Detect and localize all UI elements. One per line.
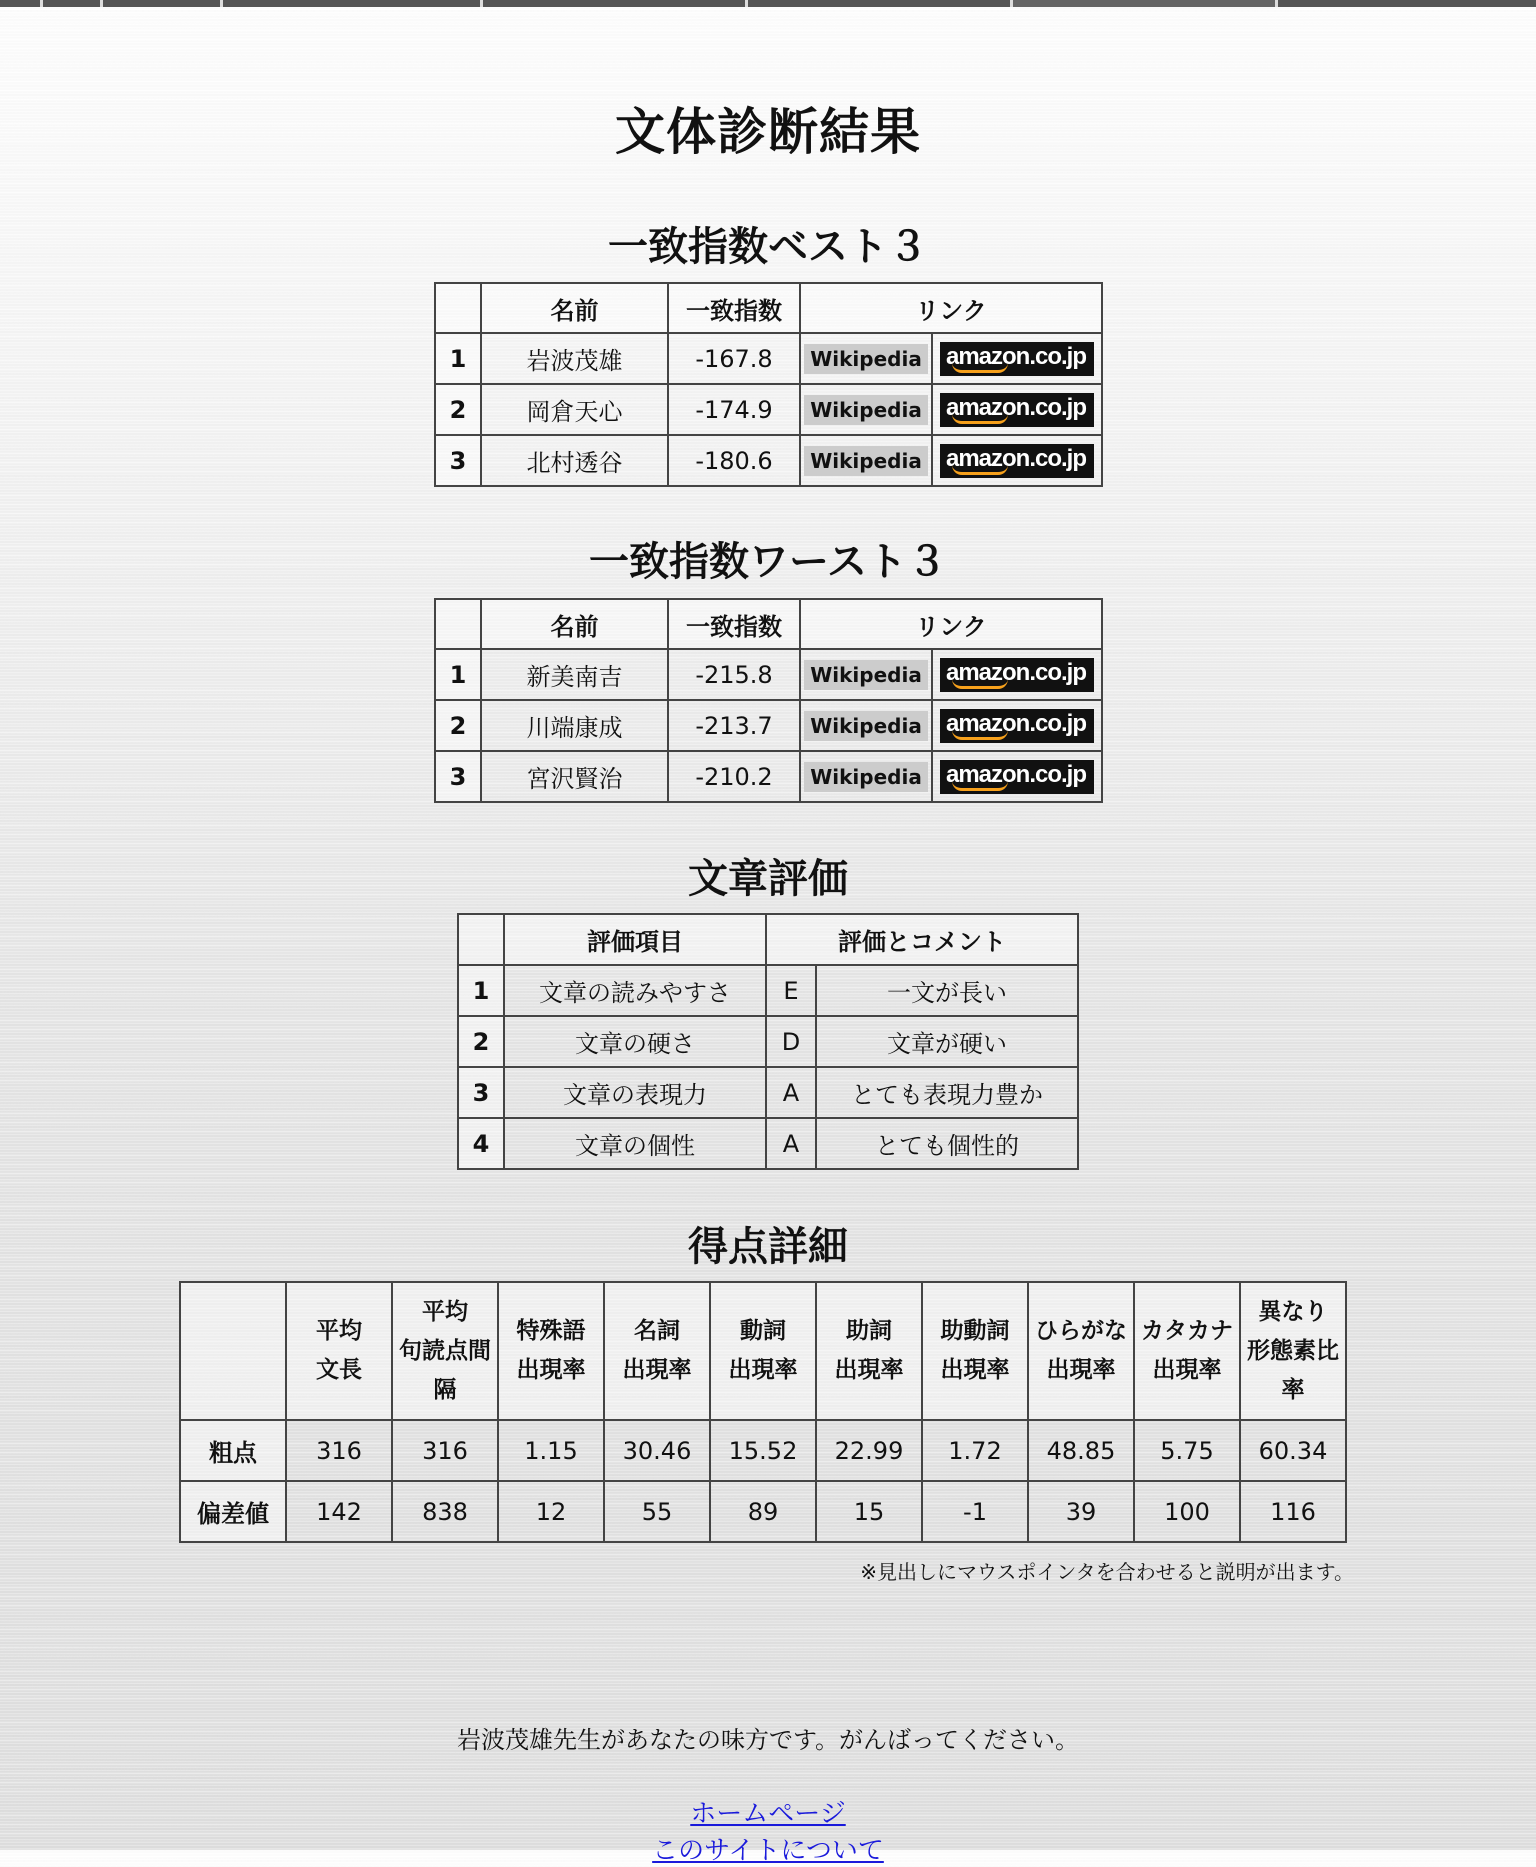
- corner-header: [180, 1282, 286, 1420]
- rank-cell: 1: [435, 649, 481, 700]
- amazon-smile-icon: [952, 679, 1008, 689]
- comment-cell: 一文が長い: [816, 965, 1078, 1016]
- name-cell: 岩波茂雄: [481, 333, 668, 384]
- scores-heading: 得点詳細: [688, 1224, 848, 1270]
- amazon-link[interactable]: [940, 760, 1094, 794]
- table-row: [458, 1067, 1078, 1118]
- rank-cell: 2: [435, 700, 481, 751]
- score-column-header[interactable]: [392, 1282, 498, 1420]
- evaluation-table: [457, 913, 1079, 1170]
- amazon-link[interactable]: [940, 709, 1094, 743]
- amazon-logo: amazon.co.jp: [945, 760, 1087, 788]
- index-header: 一致指数: [668, 599, 800, 649]
- row-label: 偏差値: [180, 1481, 286, 1542]
- score-column-header-line: 出現率: [1152, 1357, 1222, 1383]
- name-cell: 川端康成: [481, 700, 668, 751]
- score-column-header-line: 平均: [316, 1318, 362, 1344]
- score-cell: 89: [710, 1481, 816, 1542]
- score-cell: 116: [1240, 1481, 1346, 1542]
- wikipedia-link[interactable]: Wikipedia: [804, 762, 928, 792]
- score-cell: 15.52: [710, 1420, 816, 1481]
- score-column-header[interactable]: [498, 1282, 604, 1420]
- table-row: [458, 1016, 1078, 1067]
- score-column-header-line: 句読点間: [399, 1337, 491, 1364]
- score-column-header-line: 形態素比: [1247, 1337, 1339, 1364]
- score-column-header[interactable]: [710, 1282, 816, 1420]
- wikipedia-link[interactable]: Wikipedia: [804, 446, 928, 476]
- score-cell: 22.99: [816, 1420, 922, 1481]
- name-cell: 宮沢賢治: [481, 751, 668, 802]
- score-cell: 30.46: [604, 1420, 710, 1481]
- rank-cell: 1: [435, 333, 481, 384]
- score-cell: 39: [1028, 1481, 1134, 1542]
- amazon-smile-icon: [952, 363, 1008, 373]
- score-cell: 60.34: [1240, 1420, 1346, 1481]
- rank-cell: 2: [435, 384, 481, 435]
- score-cell: 48.85: [1028, 1420, 1134, 1481]
- score-column-header[interactable]: [922, 1282, 1028, 1420]
- tooltip-note: ※見出しにマウスポインタを合わせると説明が出ます。: [860, 1560, 1354, 1584]
- wikipedia-link[interactable]: Wikipedia: [804, 395, 928, 425]
- num-cell: 4: [458, 1118, 504, 1169]
- item-cell: 文章の個性: [504, 1118, 766, 1169]
- rank-cell: 3: [435, 435, 481, 486]
- top-tab-strip: [0, 0, 1536, 7]
- name-cell: 岡倉天心: [481, 384, 668, 435]
- score-column-header-line: 異なり: [1258, 1298, 1328, 1325]
- rank-header: [435, 283, 481, 333]
- name-header: 名前: [481, 283, 668, 333]
- score-column-header[interactable]: [286, 1282, 392, 1420]
- comment-cell: とても表現力豊か: [816, 1067, 1078, 1118]
- table-row: [435, 435, 1102, 486]
- amazon-link[interactable]: [940, 342, 1094, 376]
- num-header: [458, 914, 504, 965]
- amazon-logo: amazon.co.jp: [945, 342, 1087, 370]
- rank-header: [435, 599, 481, 649]
- score-column-header-line: 動詞: [740, 1318, 786, 1344]
- score-column-header[interactable]: [1240, 1282, 1346, 1420]
- score-column-header-line: 助詞: [846, 1318, 892, 1344]
- score-cell: 142: [286, 1481, 392, 1542]
- score-column-header-line: 平均: [422, 1298, 468, 1325]
- table-row: [435, 384, 1102, 435]
- table-row: [458, 1118, 1078, 1169]
- wikipedia-link[interactable]: Wikipedia: [804, 660, 928, 690]
- grade-cell: A: [766, 1067, 816, 1118]
- worst-heading: 一致指数ワースト３: [589, 539, 947, 585]
- table-row: [435, 700, 1102, 751]
- table-row: [435, 649, 1102, 700]
- evaluation-header-row: [458, 914, 1078, 965]
- score-column-header-line: 助動詞: [940, 1318, 1010, 1344]
- index-cell: -174.9: [668, 384, 800, 435]
- wikipedia-link[interactable]: Wikipedia: [804, 711, 928, 741]
- row-label: 粗点: [180, 1420, 286, 1481]
- score-cell: 316: [286, 1420, 392, 1481]
- score-column-header-line: 率: [1281, 1376, 1305, 1403]
- score-cell: 316: [392, 1420, 498, 1481]
- comment-header: 評価とコメント: [766, 914, 1078, 965]
- score-column-header-line: ひらがな: [1035, 1318, 1127, 1344]
- scores-header-row: [180, 1282, 1346, 1420]
- score-cell: -1: [922, 1481, 1028, 1542]
- index-cell: -167.8: [668, 333, 800, 384]
- score-cell: 55: [604, 1481, 710, 1542]
- worst-header-row: [435, 599, 1102, 649]
- best-header-row: [435, 283, 1102, 333]
- comment-cell: とても個性的: [816, 1118, 1078, 1169]
- score-column-header-line: 出現率: [940, 1357, 1010, 1383]
- amazon-link[interactable]: [940, 658, 1094, 692]
- evaluation-heading: 文章評価: [688, 856, 848, 902]
- table-row: [435, 333, 1102, 384]
- score-column-header-line: 隔: [433, 1376, 457, 1403]
- score-column-header[interactable]: [1134, 1282, 1240, 1420]
- about-link[interactable]: このサイトについて: [652, 1836, 884, 1866]
- score-column-header-line: カタカナ: [1141, 1318, 1233, 1344]
- name-cell: 新美南吉: [481, 649, 668, 700]
- amazon-logo: amazon.co.jp: [945, 709, 1087, 737]
- name-header: 名前: [481, 599, 668, 649]
- index-cell: -210.2: [668, 751, 800, 802]
- index-cell: -213.7: [668, 700, 800, 751]
- score-column-header[interactable]: [604, 1282, 710, 1420]
- item-header: 評価項目: [504, 914, 766, 965]
- amazon-link[interactable]: [940, 444, 1094, 478]
- score-column-header-line: 出現率: [728, 1357, 798, 1383]
- score-column-header[interactable]: [1028, 1282, 1134, 1420]
- score-cell: 5.75: [1134, 1420, 1240, 1481]
- score-column-header-line: 名詞: [634, 1318, 680, 1344]
- score-cell: 15: [816, 1481, 922, 1542]
- index-header: 一致指数: [668, 283, 800, 333]
- item-cell: 文章の読みやすさ: [504, 965, 766, 1016]
- score-cell: 100: [1134, 1481, 1240, 1542]
- grade-cell: E: [766, 965, 816, 1016]
- index-cell: -215.8: [668, 649, 800, 700]
- rank-cell: 3: [435, 751, 481, 802]
- worst-table: [434, 598, 1103, 803]
- raw-score-row: [180, 1420, 1346, 1481]
- num-cell: 3: [458, 1067, 504, 1118]
- page-title: 文体診断結果: [615, 103, 921, 161]
- score-column-header-line: 出現率: [834, 1357, 904, 1383]
- table-row: [435, 751, 1102, 802]
- amazon-link[interactable]: [940, 393, 1094, 427]
- amazon-logo: amazon.co.jp: [945, 444, 1087, 472]
- amazon-smile-icon: [952, 730, 1008, 740]
- item-cell: 文章の硬さ: [504, 1016, 766, 1067]
- scores-table: [179, 1281, 1347, 1543]
- amazon-smile-icon: [952, 414, 1008, 424]
- wikipedia-link[interactable]: Wikipedia: [804, 344, 928, 374]
- home-link[interactable]: ホームページ: [690, 1799, 846, 1829]
- deviation-row: [180, 1481, 1346, 1542]
- link-header: リンク: [800, 599, 1102, 649]
- index-cell: -180.6: [668, 435, 800, 486]
- score-column-header-line: 文長: [316, 1357, 362, 1383]
- score-column-header-line: 特殊語: [516, 1318, 586, 1344]
- name-cell: 北村透谷: [481, 435, 668, 486]
- score-column-header[interactable]: [816, 1282, 922, 1420]
- best-heading: 一致指数ベスト３: [608, 224, 928, 270]
- table-row: [458, 965, 1078, 1016]
- link-header: リンク: [800, 283, 1102, 333]
- encouragement-message: 岩波茂雄先生があなたの味方です。がんばってください。: [456, 1726, 1080, 1754]
- amazon-smile-icon: [952, 781, 1008, 791]
- item-cell: 文章の表現力: [504, 1067, 766, 1118]
- amazon-logo: amazon.co.jp: [945, 658, 1087, 686]
- score-cell: 12: [498, 1481, 604, 1542]
- amazon-smile-icon: [952, 465, 1008, 475]
- score-cell: 838: [392, 1481, 498, 1542]
- grade-cell: A: [766, 1118, 816, 1169]
- grade-cell: D: [766, 1016, 816, 1067]
- comment-cell: 文章が硬い: [816, 1016, 1078, 1067]
- score-column-header-line: 出現率: [622, 1357, 692, 1383]
- score-column-header-line: 出現率: [516, 1357, 586, 1383]
- score-cell: 1.72: [922, 1420, 1028, 1481]
- score-column-header-line: 出現率: [1046, 1357, 1116, 1383]
- amazon-logo: amazon.co.jp: [945, 393, 1087, 421]
- num-cell: 1: [458, 965, 504, 1016]
- best-table: [434, 282, 1103, 487]
- score-cell: 1.15: [498, 1420, 604, 1481]
- num-cell: 2: [458, 1016, 504, 1067]
